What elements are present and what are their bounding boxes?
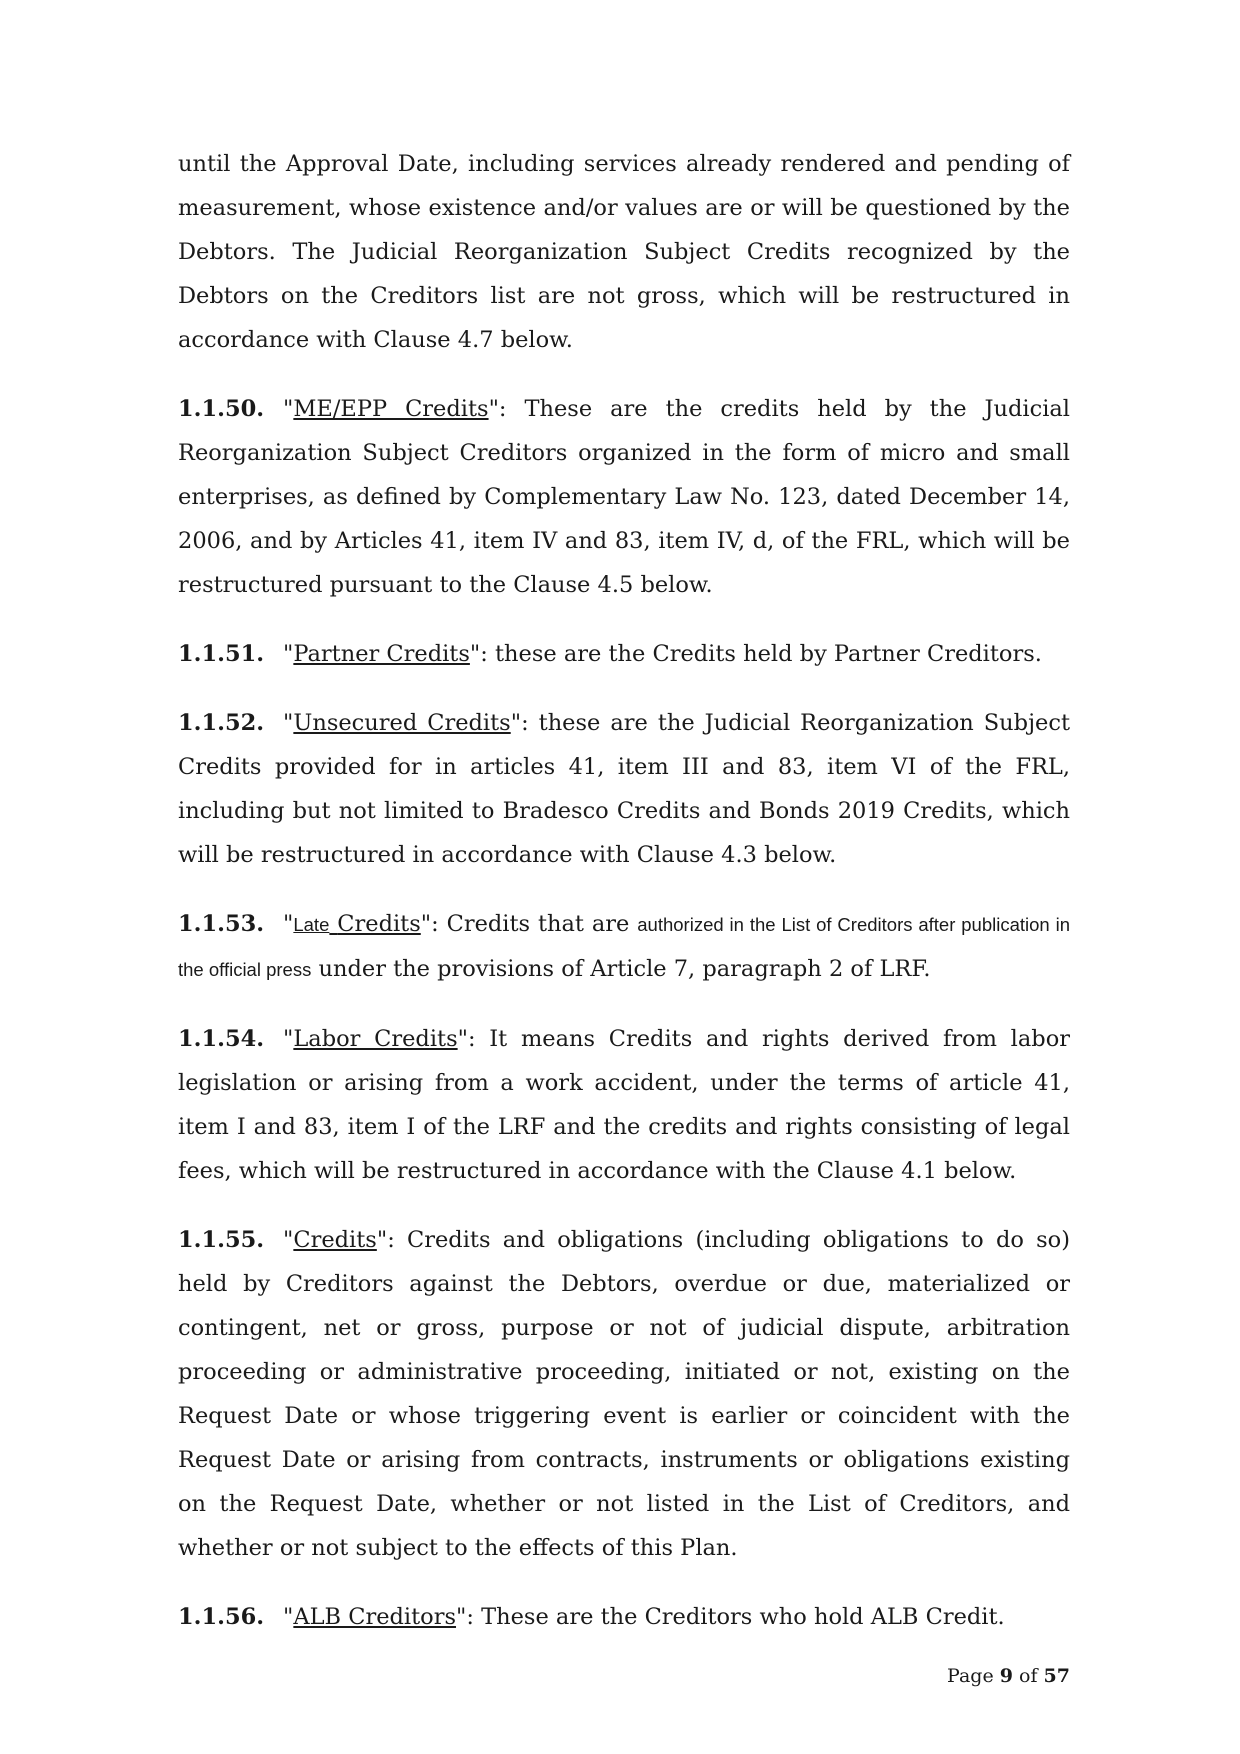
paragraph-text: : Credits that are bbox=[431, 911, 638, 937]
clause-number: 1.1.54. bbox=[178, 1026, 265, 1052]
document-page bbox=[178, 142, 1070, 1664]
page-label: Page bbox=[947, 1665, 1000, 1687]
paragraph-1-1-55: 1.1.55. "Credits": Credits and obligations (including obligations to do so) held by Creditors against the Debtors, overdue or due, materialized or contingent, net or gross, purpose or not of judicial dispute, arbitration proceeding or administrative proceeding, initiated or not, existing on the Request Date or whose triggering event is earlier or coincident with the Request Date or arising from contracts, instruments or obligations existing on the Request Date, whether or not listed in the List of Creditors, and whether or not subject to the effects of this Plan. bbox=[178, 1218, 1070, 1570]
paragraph-text-small: authorized in the List of Creditors after publication in the official press bbox=[178, 914, 1071, 980]
paragraph-1-1-52: 1.1.52. "Unsecured Credits": these are the Judicial Reorganization Subject Credits provided for in articles 41, item III and 83, item VI of the FRL, including but not limited to Bradesco Credits and Bonds 2019 Credits, which will be restructured in accordance with Clause 4.3 below. bbox=[178, 701, 1070, 877]
defined-term: ME/EPP Credits bbox=[293, 396, 489, 422]
paragraph-text: : these are the Credits held by Partner Creditors. bbox=[480, 641, 1042, 667]
defined-term: Unsecured Credits bbox=[293, 710, 511, 736]
paragraph-text: : Credits and obligations (including obligations to do so) held by Creditors against the Debtors, overdue or due, materialized or contingent, net or gross, purpose or not of judicial dispute, arbitration proceeding or administrative proceeding, initiated or not, existing on the Request Date or whose triggering event is earlier or coincident with the Request Date or arising from contracts, instruments or obligations existing on the Request Date, whether or not listed in the List of Creditors, and whether or not subject to the effects of this Plan. bbox=[178, 1227, 1070, 1561]
paragraph-1-1-51: 1.1.51. "Partner Credits": these are the Credits held by Partner Creditors. bbox=[178, 632, 1070, 676]
paragraph-text: under the provisions of Article 7, paragraph 2 of LRF. bbox=[311, 956, 931, 982]
clause-number: 1.1.52. bbox=[178, 710, 265, 736]
paragraph-1-1-50: 1.1.50. "ME/EPP Credits": These are the credits held by the Judicial Reorganization Subject Creditors organized in the form of micro and small enterprises, as defined by Complementary Law No. 123, dated December 14, 2006, and by Articles 41, item IV and 83, item IV, d, of the FRL, which will be restructured pursuant to the Clause 4.5 below. bbox=[178, 387, 1070, 607]
paragraph-text: : These are the Creditors who hold ALB Credit. bbox=[466, 1604, 1005, 1630]
defined-term: Partner Credits bbox=[293, 641, 470, 667]
defined-term: ALB Creditors bbox=[293, 1604, 457, 1630]
paragraph-text: : These are the credits held by the Judicial Reorganization Subject Creditors organized in the form of micro and small enterprises, as defined by Complementary Law No. 123, dated December 14, 2006, and by Articles 41, item IV and 83, item IV, d, of the FRL, which will be restructured pursuant to the Clause 4.5 below. bbox=[178, 396, 1071, 598]
clause-number: 1.1.55. bbox=[178, 1227, 265, 1253]
paragraph-1-1-54: 1.1.54. "Labor Credits": It means Credits and rights derived from labor legislation or arising from a work accident, under the terms of article 41, item I and 83, item I of the LRF and the credits and rights consisting of legal fees, which will be restructured in accordance with the Clause 4.1 below. bbox=[178, 1017, 1070, 1193]
clause-number: 1.1.56. bbox=[178, 1604, 265, 1630]
paragraph-text: : these are the Judicial Reorganization Subject Credits provided for in articles 41, item III and 83, item VI of the FRL, including but not limited to Bradesco Credits and Bonds 2019 Credits, which will be restructured in accordance with Clause 4.3 below. bbox=[178, 710, 1071, 868]
clause-number: 1.1.51. bbox=[178, 641, 265, 667]
paragraph-text: : It means Credits and rights derived from labor legislation or arising from a work accident, under the terms of article 41, item I and 83, item I of the LRF and the credits and rights consisting of legal fees, which will be restructured in accordance with the Clause 4.1 below. bbox=[178, 1026, 1070, 1184]
paragraph-1-1-56: 1.1.56. "ALB Creditors": These are the Creditors who hold ALB Credit. bbox=[178, 1595, 1070, 1639]
defined-term: Credits bbox=[337, 911, 421, 937]
page-footer bbox=[947, 1665, 1070, 1687]
defined-term-prefix: Late bbox=[293, 914, 330, 935]
page-total: 57 bbox=[1043, 1665, 1070, 1687]
page-number: 9 bbox=[999, 1665, 1013, 1687]
page-of-label: of bbox=[1012, 1665, 1044, 1687]
clause-number: 1.1.53. bbox=[178, 911, 265, 937]
defined-term: Credits bbox=[293, 1227, 377, 1253]
paragraph-intro bbox=[178, 142, 1070, 362]
paragraph-text: until the Approval Date, including services already rendered and pending of measurement, whose existence and/or values are or will be questioned by the Debtors. The Judicial Reorganization Subject Credits recognized by the Debtors on the Creditors list are not gross, which will be restructured in accordance with Clause 4.7 below. bbox=[178, 151, 1070, 353]
clause-number: 1.1.50. bbox=[178, 396, 265, 422]
paragraph-1-1-53: 1.1.53. "Late Credits": Credits that are authorized in the List of Creditors after publication in the official press under the provisions of Article 7, paragraph 2 of LRF. bbox=[178, 902, 1070, 992]
defined-term: Labor Credits bbox=[293, 1026, 458, 1052]
